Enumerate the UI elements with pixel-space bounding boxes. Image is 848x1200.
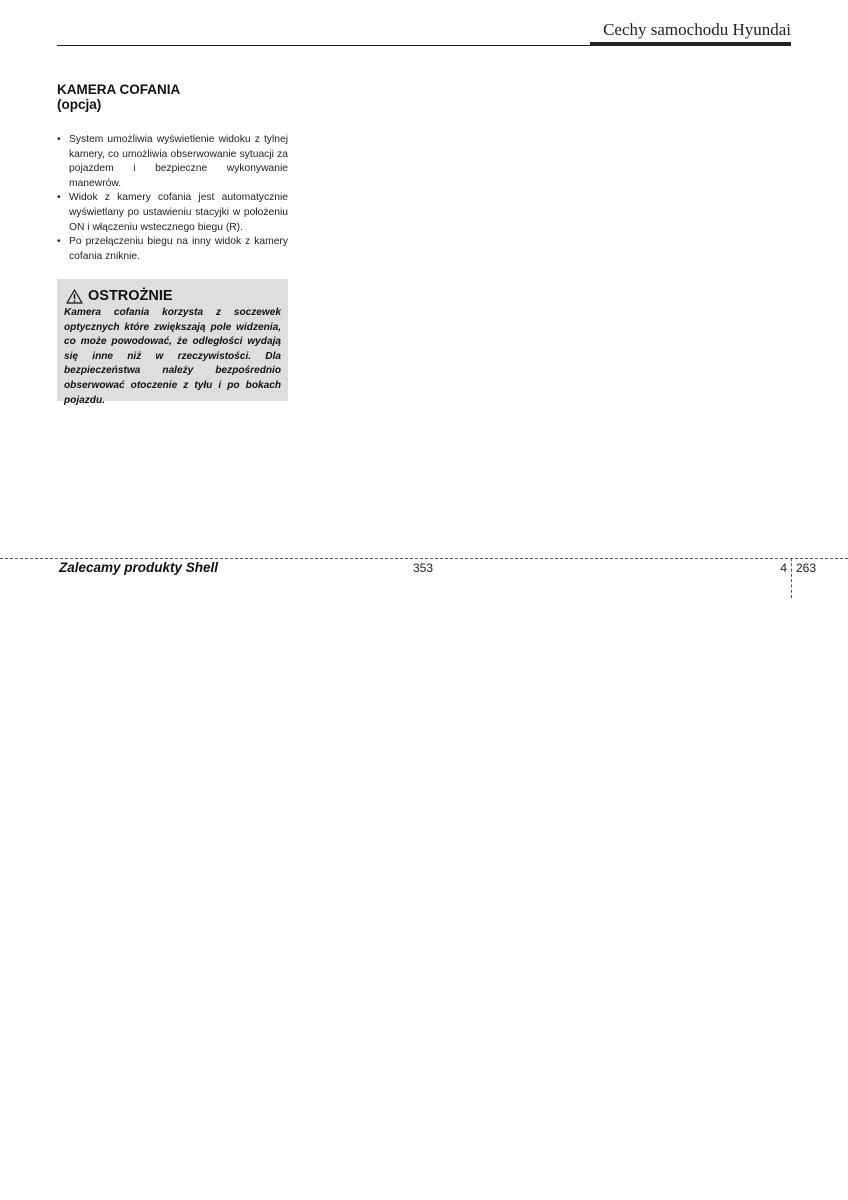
bullet-text: System umożliwia wyświetlenie widoku z tylnej kamery, co umożliwia obserwowanie sytuacji za pojazdem i bezpieczne wykonywanie manewrów. [69, 134, 288, 189]
section-title [57, 82, 180, 112]
running-header-title: Cechy samochodu Hyundai [603, 20, 791, 39]
footer-dashed-divider [791, 558, 792, 598]
list-item [57, 191, 288, 235]
caution-heading-text: OSTROŻNIE [88, 288, 173, 304]
list-item [57, 133, 288, 191]
bullet-text: Widok z kamery cofania jest automatycznie wyświetlany po ustawieniu stacyjki w położeniu ON i włączeniu wstecznego biegu (R). [69, 192, 288, 233]
caution-box [57, 279, 288, 406]
bullet-text: Po przełączeniu biegu na inny widok z kamery cofania zniknie. [69, 236, 288, 262]
section-title-main: KAMERA COFANIA [57, 82, 181, 97]
footer-page-number: 263 [796, 561, 817, 575]
bullet-marker: • [57, 192, 61, 204]
footer-chapter-number: 4 [780, 561, 787, 575]
header-rule-accent [590, 42, 791, 46]
caution-heading [64, 286, 281, 306]
footer-brand-text: Zalecamy produkty Shell [59, 560, 219, 575]
footer-sheet-number: 353 [413, 561, 434, 575]
footer-dashed-rule [0, 558, 848, 559]
caution-text: Kamera cofania korzysta z soczewek optycznych które zwiększają pole widzenia, co może powodować, że odległości wydają się inne niż w rzeczywistości. Dla bezpieczeństwa należy bezpośrednio obserwować otoczenie z tyłu i po bokach pojazdu. [64, 307, 281, 406]
list-item [57, 235, 288, 264]
bullet-marker: • [57, 134, 61, 145]
warning-triangle-icon [66, 289, 83, 304]
bullet-marker: • [57, 236, 61, 248]
section-title-option: (opcja) [57, 97, 102, 112]
feature-bullet-list [57, 133, 288, 264]
